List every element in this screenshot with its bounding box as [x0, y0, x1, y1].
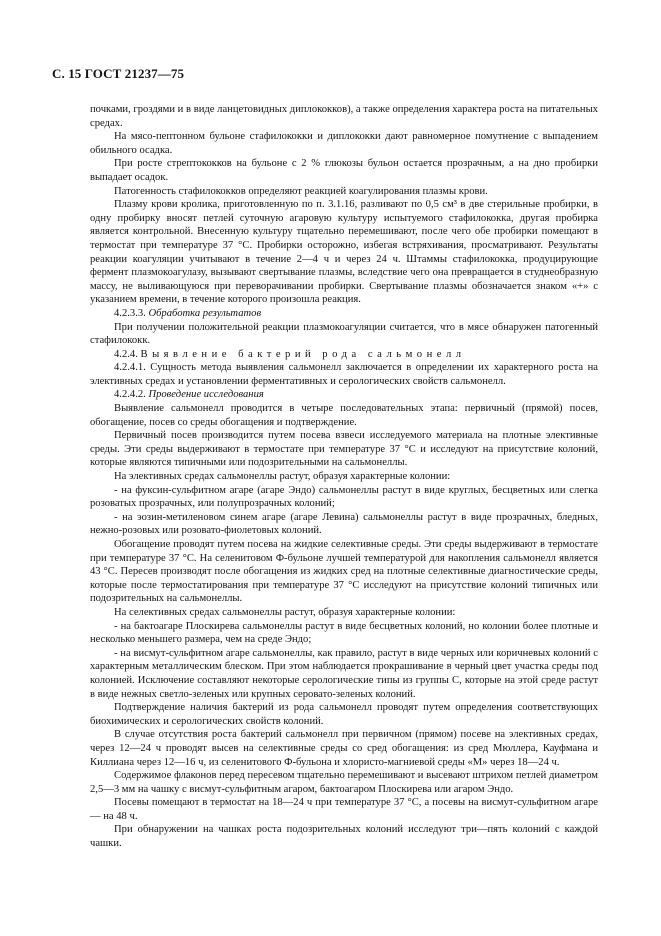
paragraph: В случае отсутствия роста бактерий сальмонелл при первичном (прямом) посеве на элективных средах, через 12—24 ч проводят высев на селективные среды со сред обогащения: из сред Мюллера, Кауфмана и Киллиана через 12—16 ч, из селенитового Ф-бульона и хлористо-магниевой среды «М» через 18—24 ч. [90, 729, 598, 768]
section-title: Обработка результатов [148, 307, 262, 319]
paragraph: Плазму крови кролика, приготовленную по п. 3.1.16, разливают по 0,5 см³ в две стерильные пробирки, в одну пробирку вносят петлей суточную агаровую культуру испытуемого стафилококка, другая пробирка является контрольной. Внесенную культуру тщательно перемешивают, после чего обе пробирки помещают в термостат при температуре 37 °С. Пробирки осторожно, избегая встряхивания, просматривают. Результаты реакции коагуляции учитывают в течение 2—4 ч и через 24 ч. Штаммы стафилококка, продуцирующие фермент плазмокоагулазу, вызывают свертывание плазмы, вследствие чего она превращается в студнеобразную массу, не выливающуюся при переворачивании пробирки. Свертывание плазмы обозначается знаком «+» с указанием времени, в течение которого произошла реакция. [90, 199, 598, 306]
paragraph: Посевы помещают в термостат на 18—24 ч при температуре 37 °С, а посевы на висмут-сульфитном агаре — на 48 ч. [90, 797, 598, 822]
paragraph: На элективных средах сальмонеллы растут, образуя характерные колонии: [114, 471, 451, 483]
section-title: Проведение исследования [148, 389, 264, 401]
list-item: - на фуксин-сульфитном агаре (агаре Эндо) сальмонеллы растут в виде круглых, бесцветных или слегка розоватых прозрачных, или полупрозрачных колоний; [90, 484, 598, 510]
paragraph: Подтверждение наличия бактерий из рода сальмонелл проводят путем определения соответствующих биохимических и серологических свойств колоний. [90, 702, 598, 727]
section-title: Выявление бактерий рода сальмонелл [140, 348, 466, 360]
paragraph: На селективных средах сальмонеллы растут, образуя характерные колонии: [114, 606, 456, 618]
paragraph: 4.2.4.1. Сущность метода выявления сальмонелл заключается в определении их характерного роста на элективных средах и установлении ферментативных и серологических свойств сальмонелл. [90, 362, 598, 387]
paragraph: При росте стрептококков на бульоне с 2 % глюкозы бульон остается прозрачным, а на дно пробирки выпадает осадок. [90, 158, 598, 183]
list-item: - на висмут-сульфитном агаре сальмонеллы, как правило, растут в виде черных или коричневых колоний с характерным металлическим блеском. При этом наблюдается прокрашивание в черный цвет участка среды под колонией. Исключение составляют некоторые серологические типы из группы С, которые на этой среде растут в виде нежных светло-зеленых или крупных серовато-зеленых колоний. [90, 647, 598, 700]
section-number: 4.2.3.3. [114, 307, 146, 319]
paragraph: Патогенность стафилококков определяют реакцией коагулирования плазмы крови. [114, 185, 488, 197]
list-item: - на эозин-метиленовом синем агаре (агаре Левина) сальмонеллы растут в виде прозрачных, бледных, нежно-розовых или розовато-фиолетовых колоний. [90, 511, 598, 537]
section-heading [90, 348, 598, 362]
paragraph: Первичный посев производится путем посева взвеси исследуемого материала на плотные элективные среды. Эти среды выдерживают в термостате при температуре 37 °С и исследуют на присутствие колоний, которые являются типичными или подозрительными на сальмонеллы. [90, 430, 598, 469]
list-item: - на бактоагаре Плоскирева сальмонеллы растут в виде бесцветных колоний, но колонии более плотные и несколько меньшего размера, чем на среде Эндо; [90, 620, 598, 646]
paragraph: Выявление сальмонелл проводится в четыре последовательных этапа: первичный (прямой) посев, обогащение, посев со среды обогащения и подтверждение. [90, 403, 598, 428]
paragraph: На мясо-пептонном бульоне стафилококки и диплококки дают равномерное помутнение с выпадением обильного осадка. [90, 131, 598, 156]
page-header: С. 15 ГОСТ 21237—75 [52, 66, 185, 81]
section-heading [90, 307, 598, 321]
paragraph: При получении положительной реакции плазмокоагуляции считается, что в мясе обнаружен патогенный стафилококк. [90, 321, 598, 347]
paragraph: При обнаружении на чашках роста подозрительных колоний исследуют три—пять колоний с каждой чашки. [90, 824, 598, 850]
paragraph: Обогащение проводят путем посева на жидкие селективные среды. Эти среды выдерживают в термостате при температуре 37 °С. На селенитовом Ф-бульоне лучшей температурой для накопления сальмонелл является 43 °С. Пересев производят после обогащения из жидких сред на плотные селективные диагностические среды, которые после термостатирования при температуре 37 °С исследуют на присутствие колоний типичных или подозрительных на сальмонеллы. [90, 539, 598, 605]
section-number: 4.2.4.2. [114, 389, 146, 401]
paragraph: Содержимое флаконов перед пересевом тщательно перемешивают и высевают штрихом петлей диаметром 2,5—3 мм на чашку с висмут-сульфитным агаром, бактоагаром Плоскирева или агаром Эндо. [90, 770, 598, 795]
section-number: 4.2.4. [114, 348, 138, 360]
body-text [90, 103, 598, 851]
paragraph: почками, гроздями и в виде ланцетовидных диплококков), а также определения характера роста на питательных средах. [90, 104, 598, 129]
section-heading [90, 388, 598, 402]
